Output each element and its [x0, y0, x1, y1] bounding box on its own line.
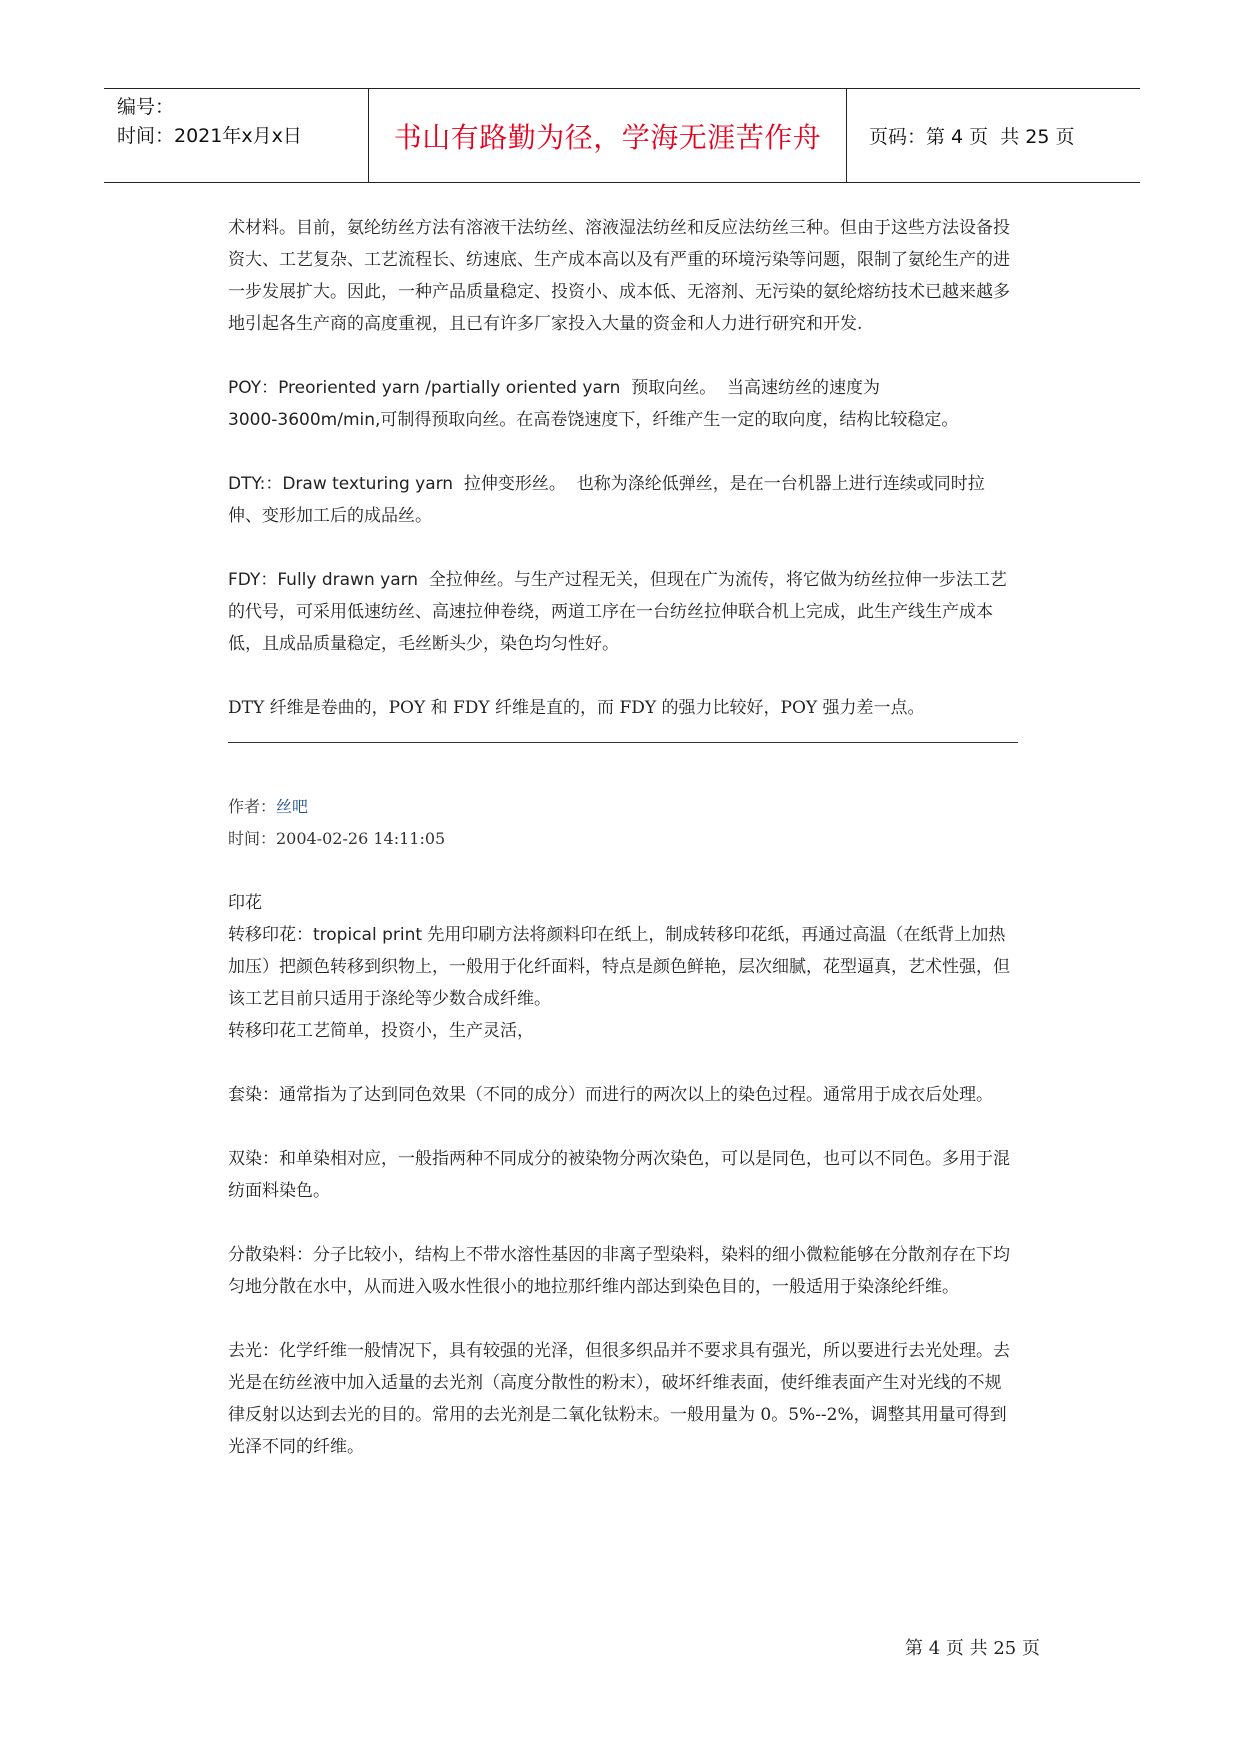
paragraph-poy: [228, 372, 1018, 436]
transfer-text: 先用印刷方法将颜料印在纸上，制成转移印花纸，再通过高温（在纸背上加热加压）把颜色转移到织物上，一般用于化纤面料，特点是颜色鲜艳，层次细腻，花型逼真，艺术性强，但该工艺目前只适用于涤纶等少数合成纤维。: [228, 925, 1010, 1009]
paragraph-dty: [228, 468, 1018, 532]
paragraph-fdy: [228, 564, 1018, 660]
header-number-label: 编号：: [117, 96, 175, 118]
header-time-label: 时间：2021年x月x日: [117, 125, 302, 147]
paragraph-spandex: 术材料。目前，氨纶纺丝方法有溶液干法纺丝、溶液湿法纺丝和反应法纺丝三种。但由于这些方法设备投资大、工艺复杂、工艺流程长、纺速底、生产成本高以及有严重的环境污染等问题，限制了氨纶生产的进一步发展扩大。因此，一种产品质量稳定、投资小、成本低、无溶剂、无污染的氨纶熔纺技术已越来越多地引起各生产商的高度重视，且已有许多厂家投入大量的资金和人力进行研究和开发.: [228, 218, 1010, 334]
author-link[interactable]: 丝吧: [276, 797, 309, 816]
transfer-term: tropical print: [313, 925, 423, 945]
paragraph-disperse-dye: 分散染料：分子比较小，结构上不带水溶性基因的非离子型染料，染料的细小微粒能够在分散剂存在下均匀地分散在水中，从而进入吸水性很小的地拉那纤维内部达到染色目的，一般适用于染涤纶纤维。: [228, 1245, 1010, 1297]
poy-term: POY：Preoriented yarn /partially oriented yarn: [228, 378, 621, 398]
paragraph-transfer-note: 转移印花工艺简单，投资小，生产灵活，: [228, 1021, 534, 1041]
page-header: [104, 88, 1140, 183]
poy-text: 预取向丝。 当高速纺丝的速度为: [620, 378, 881, 398]
paragraph-double-dyeing: 双染：和单染相对应，一般指两种不同成分的被染物分两次染色，可以是同色，也可以不同色。多用于混纺面料染色。: [228, 1149, 1010, 1201]
transfer-label: 转移印花：: [228, 925, 313, 945]
fdy-text: 全拉伸丝。与生产过程无关，但现在广为流传，将它做为纺丝拉伸一步法工艺的代号，可采用低速纺丝、高速拉伸卷绕，两道工序在一台纺丝拉伸联合机上完成，此生产线生产成本低，且成品质量稳定，毛丝断头少，染色均匀性好。: [228, 570, 1007, 654]
paragraph-compare: DTY 纤维是卷曲的，POY 和 FDY 纤维是直的，而 FDY 的强力比较好，POY 强力差一点。: [228, 698, 925, 718]
header-info: [117, 93, 302, 151]
paragraph-overdyeing: 套染：通常指为了达到同色效果（不同的成分）而进行的两次以上的染色过程。通常用于成衣后处理。: [228, 1085, 993, 1105]
document-body: [228, 212, 1018, 1495]
post-author: [228, 791, 1018, 823]
page-footer: 第 4 页 共 25 页: [905, 1638, 1040, 1659]
fdy-term: FDY：Fully drawn yarn: [228, 570, 419, 590]
section-title: 印花: [228, 893, 262, 913]
poy-number: 3000-3600m/min,: [228, 410, 381, 430]
dty-term: DTY:：Draw texturing yarn: [228, 474, 454, 494]
header-page-label: 页码：第 4 页 共 25 页: [869, 126, 1075, 148]
header-divider: [846, 89, 847, 182]
header-motto: 书山有路勤为径，学海无涯苦作舟: [393, 120, 822, 154]
dty-text: 拉伸变形丝。 也称为涤纶低弹丝，是在一台机器上进行连续或同时拉伸、变形加工后的成品丝。: [228, 474, 985, 526]
post-time: 时间：2004-02-26 14:11:05: [228, 829, 446, 848]
paragraph-delustering: 去光：化学纤维一般情况下，具有较强的光泽，但很多织品并不要求具有强光，所以要进行去光处理。去光是在纺丝液中加入适量的去光剂（高度分散性的粉末），破坏纤维表面，使纤维表面产生对光线的不规律反射以达到去光的目的。常用的去光剂是二氧化钛粉末。一般用量为 0。5%--2%，调整其用量可得到光泽不同的纤维。: [228, 1341, 1010, 1457]
author-label: 作者：: [228, 797, 277, 816]
poy-text-2: 可制得预取向丝。在高卷饶速度下，纤维产生一定的取向度，结构比较稳定。: [380, 410, 959, 430]
paragraph-transfer-print: [228, 919, 1018, 1015]
